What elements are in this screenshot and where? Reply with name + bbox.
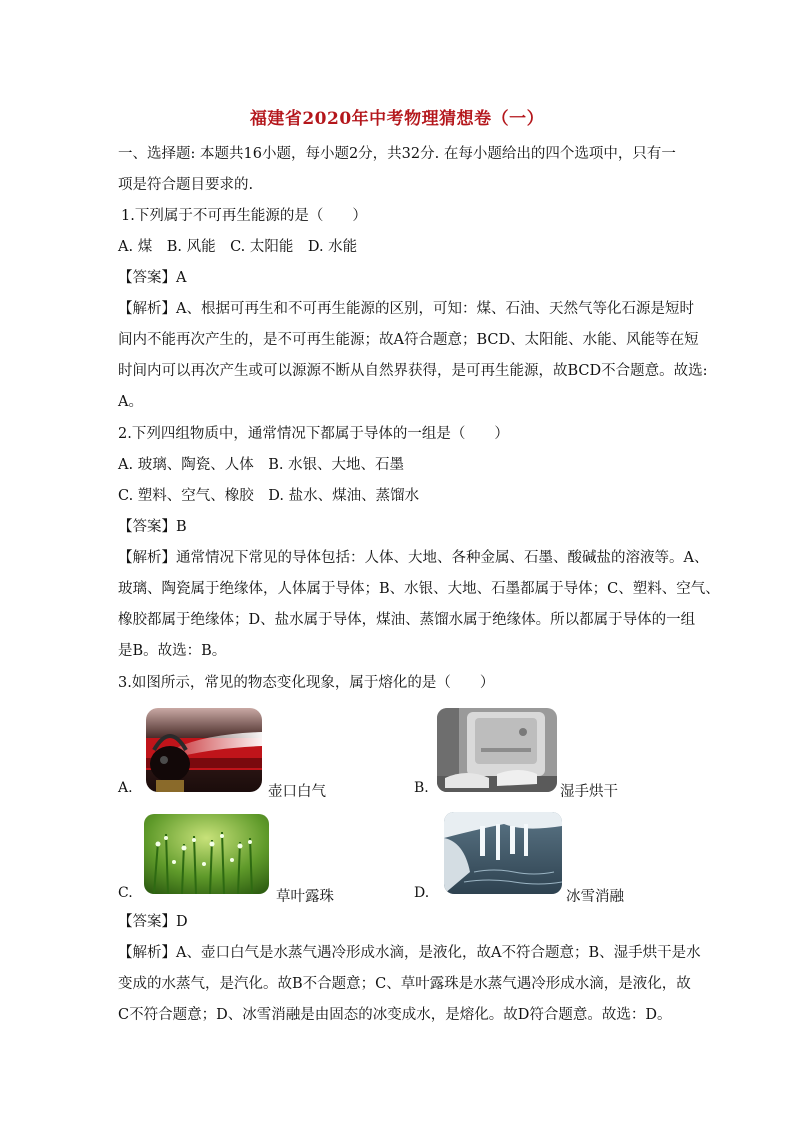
page-title: 福建省2020年中考物理猜想卷（一）: [249, 109, 545, 129]
choice-d-letter: D.: [414, 885, 430, 901]
choice-c-caption: 草叶露珠: [276, 889, 334, 905]
choice-b-caption: 湿手烘干: [560, 784, 618, 800]
kettle-steam-image: [146, 708, 262, 792]
question-1-analysis-line: 间内不能再次产生的，是不可再生能源；故A符合题意；BCD、太阳能、水能、风能等在短: [118, 332, 699, 348]
question-3-stem: 3.如图所示，常见的物态变化现象，属于熔化的是（ ）: [118, 675, 495, 691]
melting-ice-image: [444, 812, 562, 894]
question-3-analysis-line: 变成的水蒸气，是汽化。故B不合题意；C、草叶露珠是水蒸气遇冷形成水滴，是液化，故: [118, 976, 691, 992]
question-2-options-cd: C. 塑料、空气、橡胶 D. 盐水、煤油、蒸馏水: [118, 488, 420, 504]
question-2-analysis-line: 【解析】通常情况下常见的导体包括：人体、大地、各种金属、石墨、酸碱盐的溶液等。A、: [118, 550, 709, 566]
choice-a-caption: 壶口白气: [268, 784, 326, 800]
choice-d-caption: 冰雪消融: [566, 889, 624, 905]
question-2-analysis-line: 玻璃、陶瓷属于绝缘体，人体属于导体；B、水银、大地、石墨都属于导体；C、塑料、空气、: [118, 581, 720, 597]
question-1-options: A. 煤 B. 风能 C. 太阳能 D. 水能: [118, 239, 358, 255]
section-instructions-line-2: 项是符合题目要求的.: [118, 177, 254, 193]
choice-a-letter: A.: [118, 780, 133, 796]
choice-c-letter: C.: [118, 885, 133, 901]
question-1-stem: 1.下列属于不可再生能源的是（ ）: [121, 208, 367, 224]
question-2-analysis-line: 橡胶都属于绝缘体；D、盐水属于导体，煤油、蒸馏水属于绝缘体。所以都属于导体的一组: [118, 612, 696, 628]
question-2-options-ab: A. 玻璃、陶瓷、人体 B. 水银、大地、石墨: [118, 457, 405, 473]
question-1-analysis-line: 时间内可以再次产生或可以源源不断从自然界获得，是可再生能源，故BCD不合题意。故选:: [118, 363, 708, 379]
question-2-analysis-line: 是B。故选：B。: [118, 643, 227, 659]
question-2-stem: 2.下列四组物质中，通常情况下都属于导体的一组是（ ）: [118, 426, 509, 442]
section-instructions-line-1: 一、选择题: 本题共16小题，每小题2分，共32分. 在每小题给出的四个选项中，只有一: [118, 146, 676, 162]
question-3-answer: 【答案】D: [118, 914, 188, 930]
grass-dew-image: [144, 814, 269, 894]
choice-b-letter: B.: [414, 780, 429, 796]
question-3-analysis-line: 【解析】A、壶口白气是水蒸气遇冷形成水滴，是液化，故A不符合题意；B、湿手烘干是水: [118, 945, 701, 961]
hand-dryer-image: [437, 708, 557, 792]
question-1-answer: 【答案】A: [118, 270, 187, 286]
question-3-analysis-line: C不符合题意；D、冰雪消融是由固态的冰变成水，是熔化。故D符合题意。故选：D。: [118, 1007, 672, 1023]
question-1-analysis-line: 【解析】A、根据可再生和不可再生能源的区别，可知：煤、石油、天然气等化石源是短时: [118, 301, 694, 317]
question-1-analysis-line: A。: [118, 394, 143, 410]
question-2-answer: 【答案】B: [118, 519, 187, 535]
